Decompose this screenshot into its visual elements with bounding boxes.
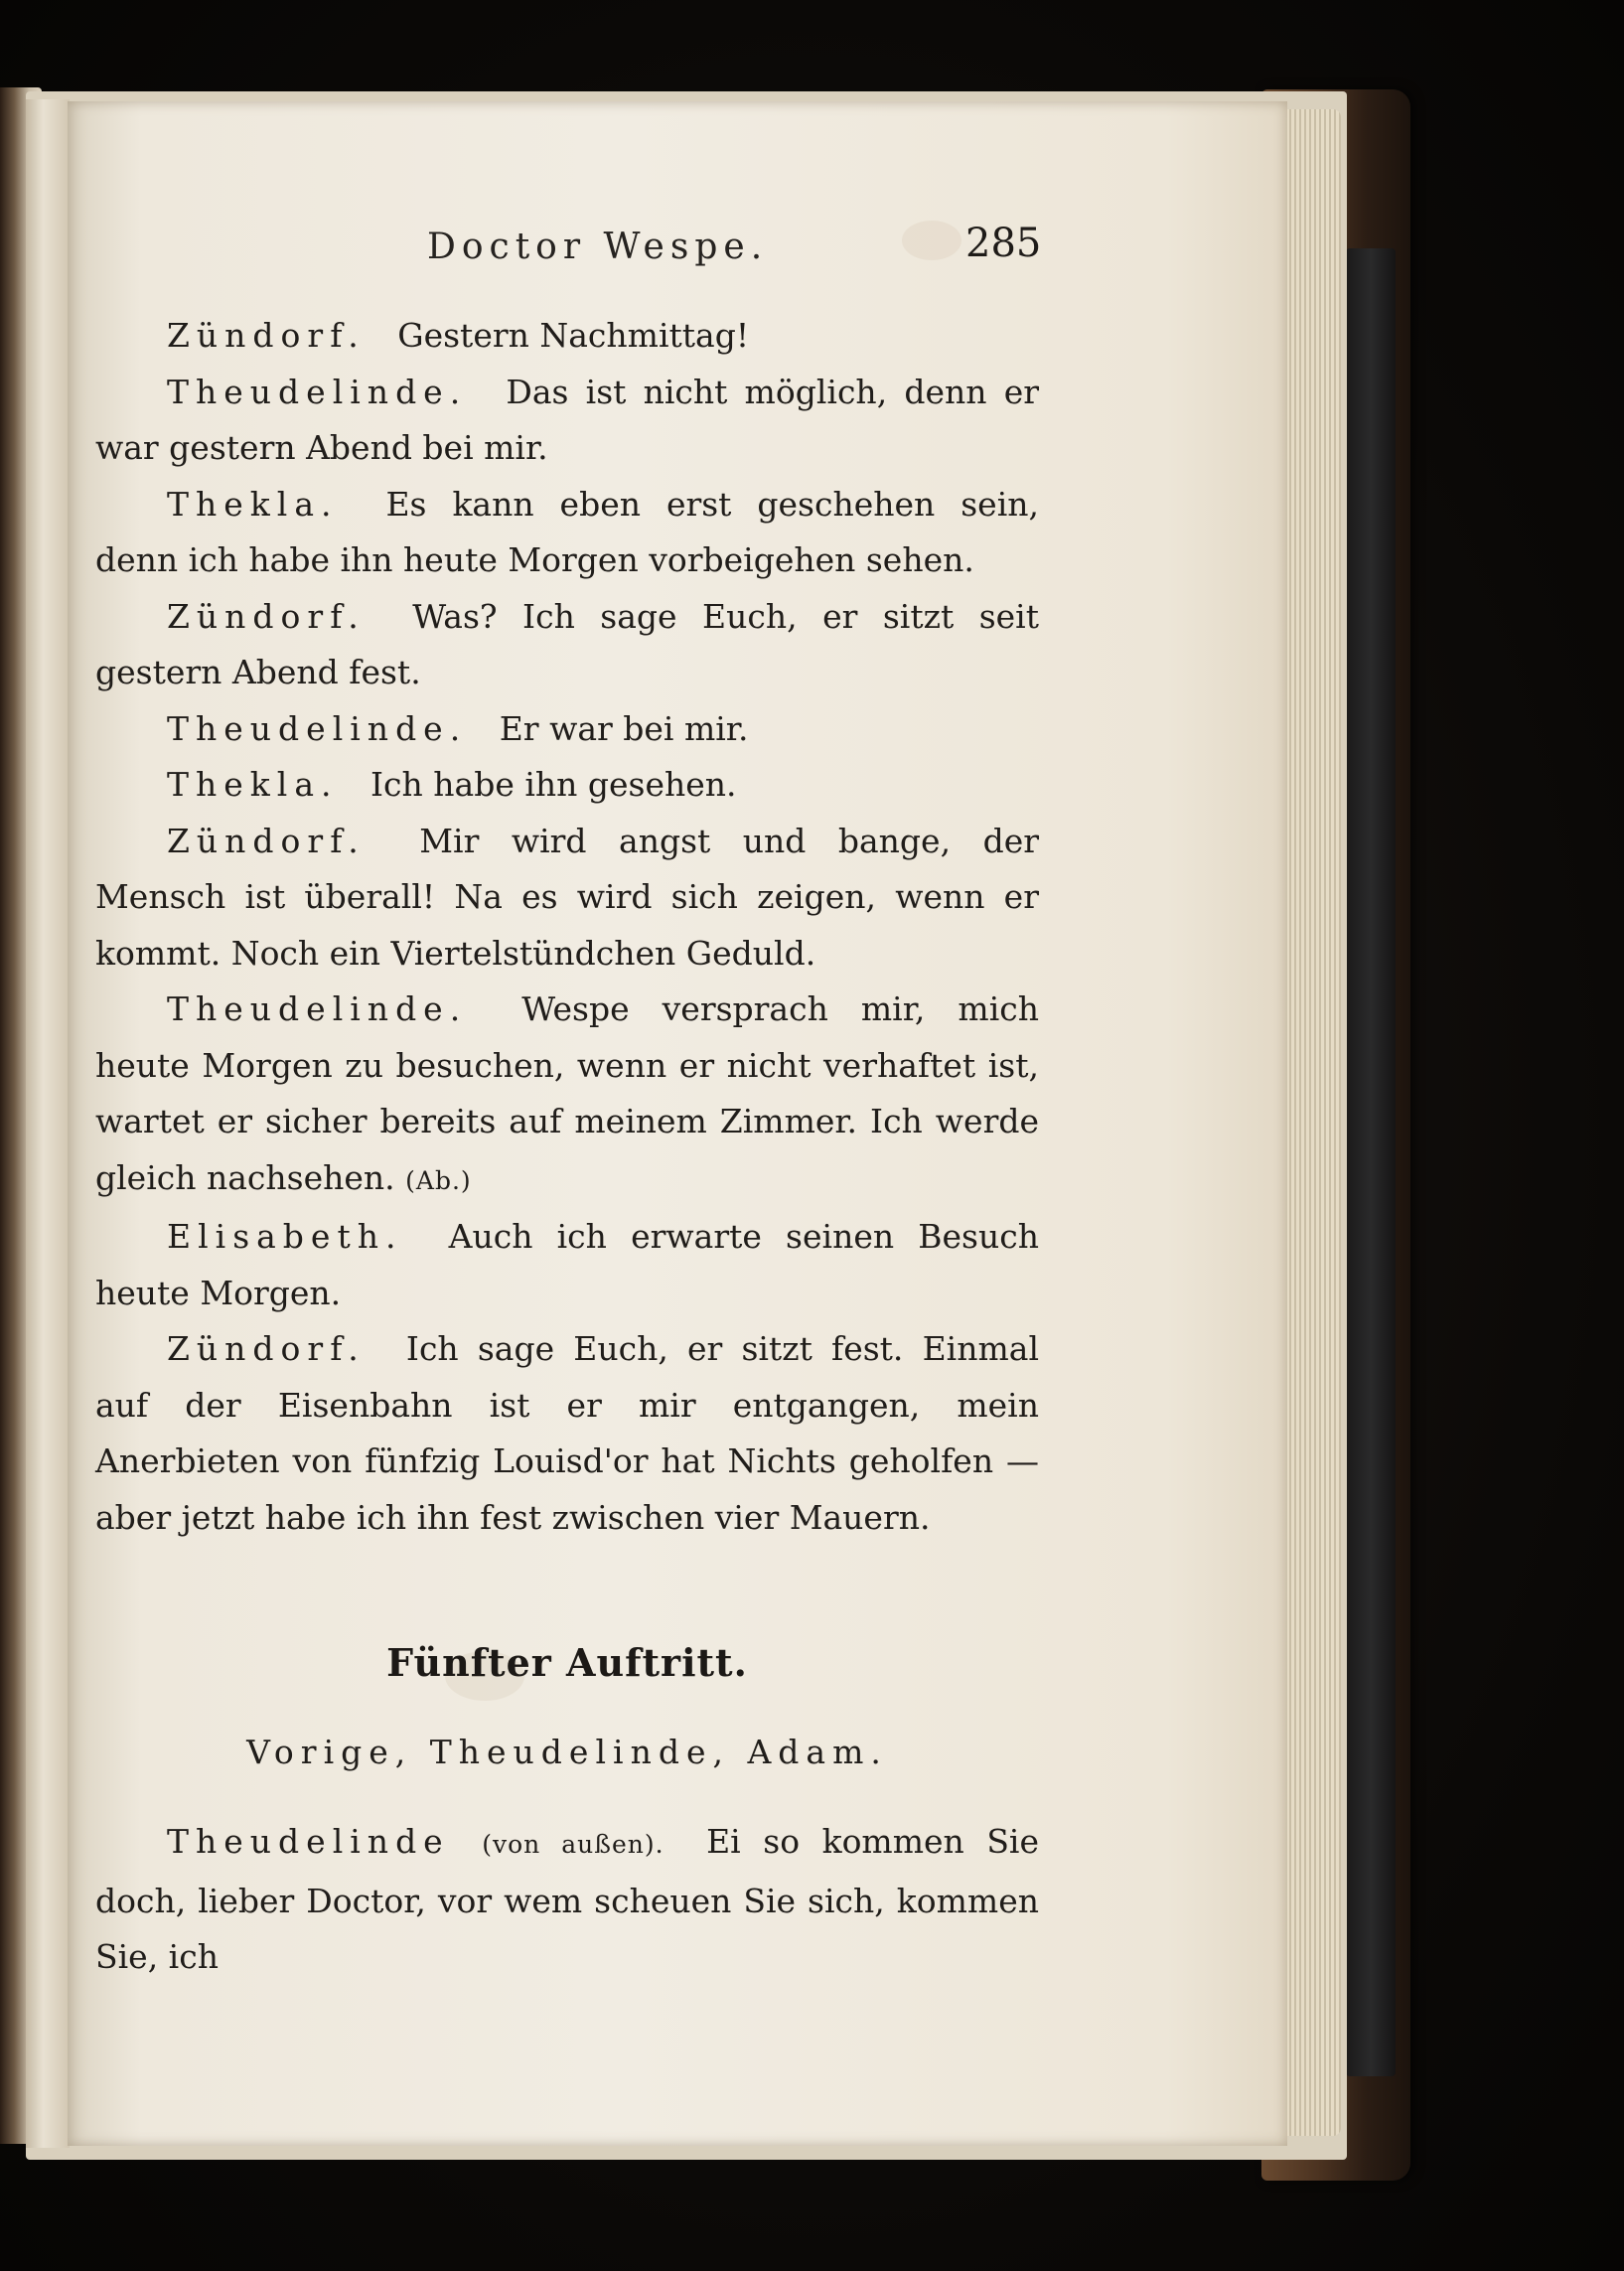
dialogue-text: Was? Ich sage Euch, er sitzt seit gestern Abend fest. [95, 596, 1039, 691]
dialogue-text: Wespe versprach mir, mich heute Morgen zu besuchen, wenn er nicht verhaftet ist, wartet er sicher bereits auf meinem Zimmer. Ich werde gleich nachsehen. [95, 989, 1039, 1197]
dialogue-text: Er war bei mir. [499, 708, 749, 748]
dialogue-paragraph [95, 365, 1039, 477]
running-head [0, 221, 1624, 296]
dialogue-text: Ei so kommen Sie doch, lieber Doctor, vor wem scheuen Sie sich, kommen Sie, ich [95, 1822, 1040, 1976]
dialogue-text: Ich habe ihn gesehen. [370, 765, 737, 804]
speaker-name: Theudelinde. [167, 989, 468, 1028]
dialogue-text: Das ist nicht möglich, denn er war gestern Abend bei mir. [95, 372, 1039, 467]
book-spine-cloth [1346, 248, 1396, 2076]
dialogue-paragraph [95, 1321, 1039, 1546]
stage-direction: (von außen). [482, 1830, 664, 1859]
dialogue-text: Auch ich erwarte seinen Besuch heute Morgen. [95, 1217, 1039, 1312]
dialogue-paragraph [95, 1209, 1039, 1321]
dialogue-paragraph [95, 757, 1039, 814]
scene-cast: Vorige, Theudelinde, Adam. [246, 1733, 888, 1771]
page-edges [1281, 109, 1341, 2136]
dialogue-paragraph [95, 1814, 1039, 1986]
dialogue-paragraph [95, 477, 1039, 589]
page-number: 285 [965, 221, 1042, 266]
scene-heading: Fünfter Auftritt. [386, 1640, 748, 1685]
dialogue-text: Gestern Nachmittag! [397, 316, 750, 355]
dialogue-paragraph [95, 308, 1039, 365]
dialogue-paragraph [95, 814, 1039, 983]
page-gutter [26, 99, 70, 2148]
dialogue-paragraph [95, 589, 1039, 701]
speaker-name: Theudelinde [167, 1822, 450, 1861]
speaker-name: Thekla. [167, 484, 339, 524]
speaker-name: Zündorf. [167, 596, 366, 636]
dialogue-text: Mir wird angst und bange, der Mensch ist überall! Na es wird sich zeigen, wenn er kommt. Noch ein Viertelstündchen Geduld. [95, 821, 1039, 973]
speaker-name: Zündorf. [167, 821, 366, 860]
dialogue-text: Es kann eben erst geschehen sein, denn ich habe ihn heute Morgen vorbeigehen sehen. [95, 484, 1039, 579]
speaker-name: Theudelinde. [167, 372, 468, 411]
dialogue-paragraph [95, 701, 1039, 758]
speaker-name: Thekla. [167, 765, 339, 804]
stage-direction: (Ab.) [405, 1165, 472, 1195]
running-title: Doctor Wespe. [427, 227, 769, 267]
speaker-name: Elisabeth. [167, 1217, 403, 1256]
speaker-name: Zündorf. [167, 1329, 366, 1368]
speaker-name: Zündorf. [167, 316, 366, 355]
dialogue-text: Ich sage Euch, er sitzt fest. Einmal auf der Eisenbahn ist er mir entgangen, mein Anerbieten von fünfzig Louisd'or hat Nichts geholfen — aber jetzt habe ich ihn fest zwischen vier Mauern. [95, 1329, 1040, 1537]
dialogue-paragraph [95, 982, 1039, 1209]
page-text [95, 308, 1039, 1986]
speaker-name: Theudelinde. [167, 708, 468, 748]
